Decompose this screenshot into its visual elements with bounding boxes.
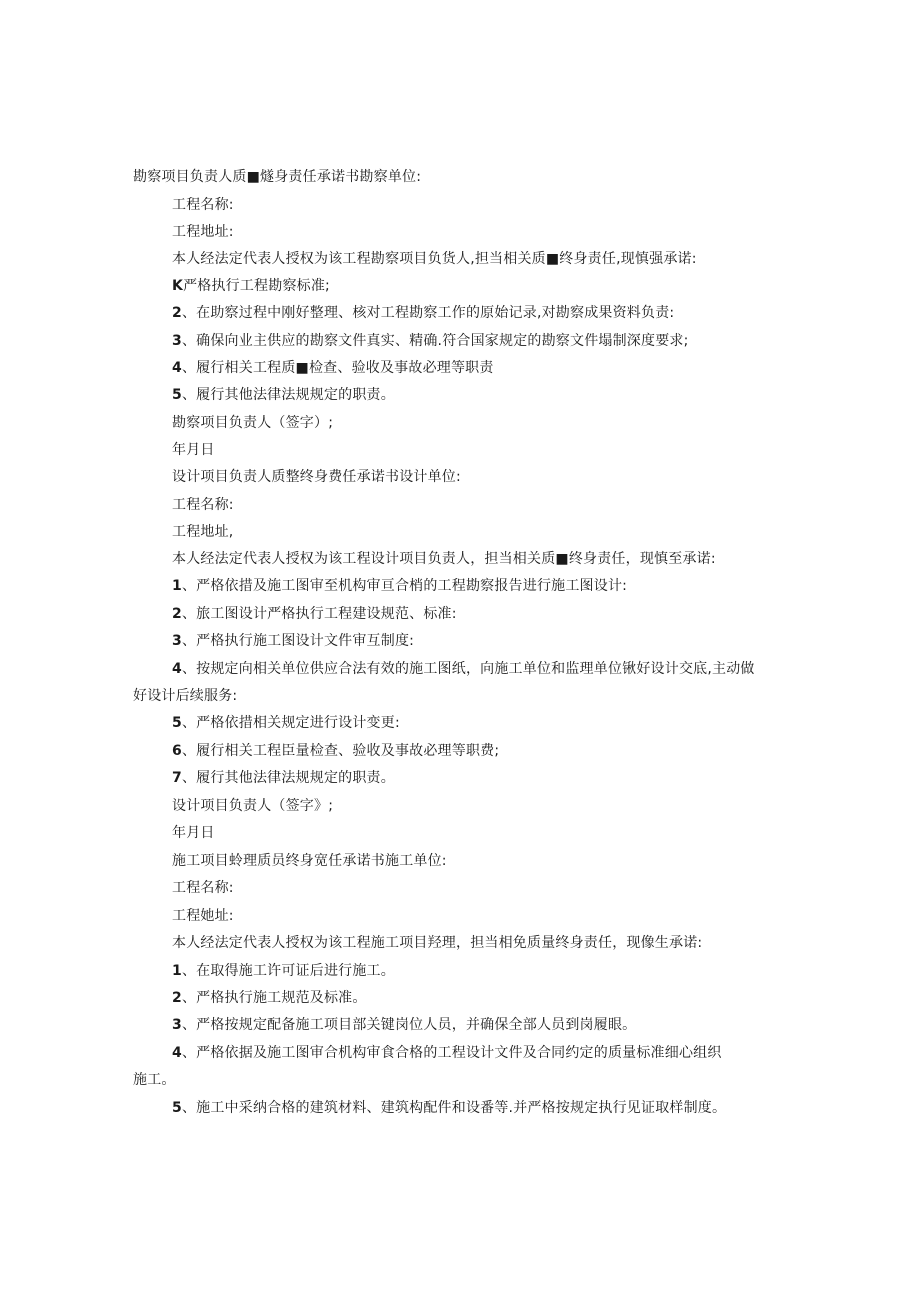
survey-item-num: 3 [172, 333, 182, 349]
design-project-name: 工程名称: [172, 497, 234, 513]
construction-item-num: 5 [172, 1100, 182, 1116]
design-item-text: 、履行其他法律法规规定的职责。 [181, 770, 395, 786]
design-item-text: 、履行相关工程臣量检查、验收及事故必理等职费; [181, 743, 500, 759]
design-item-num: 7 [172, 770, 182, 786]
design-item-text: 、旅工图设计严格执行工程建设规范、标准: [181, 606, 457, 622]
construction-project-name: 工程名称: [172, 880, 234, 896]
design-item-text: 、严格依措相关规定进行设计变更: [181, 715, 400, 731]
design-intro: 本人经法定代表人授权为该工程设计项目负责人，担当相关质■终身责任，现慎至承诺: [172, 551, 716, 567]
construction-item-num: 2 [172, 990, 182, 1006]
survey-item [172, 303, 674, 323]
design-item-text: 、严格执行施工图设计文件审互制度: [181, 633, 415, 649]
survey-title: 勘察项目负责人质■燧身责任承诺书勘察单位: [133, 169, 422, 185]
survey-item-text: 、履行其他法律法规规定的职责。 [181, 387, 395, 403]
construction-item-text: 、严格按规定配备施工项目部关键岗位人员，并确保全部人员到岗履眼。 [181, 1017, 637, 1033]
construction-title: 施工项目蛉理质员终身宽任承诺书施工单位: [172, 853, 447, 869]
design-project-address: 工程地址, [172, 524, 234, 540]
survey-item [172, 358, 494, 378]
construction-item [172, 1043, 722, 1063]
design-item [172, 741, 499, 761]
survey-project-address: 工程地址: [172, 224, 234, 240]
survey-project-name: 工程名称: [172, 197, 234, 213]
construction-item-num: 3 [172, 1017, 182, 1033]
construction-item [172, 1098, 726, 1118]
design-item-num: 6 [172, 743, 182, 759]
construction-item [172, 961, 395, 981]
design-title: 设计项目负责人质整终身费任承诺书设计单位: [172, 469, 461, 485]
construction-item-num: 4 [172, 1045, 182, 1061]
survey-item-num: 4 [172, 360, 182, 376]
survey-date: 年月日 [172, 442, 215, 458]
survey-item-text: 、履行相关工程质■检查、验收及事故必理等职责 [181, 360, 494, 376]
construction-item-text: 、严格依据及施工图审合机构审食合格的工程设计文件及合同约定的质量标准细心组织 [181, 1045, 722, 1061]
construction-item-num: 1 [172, 963, 182, 979]
survey-item-num: 5 [172, 387, 182, 403]
design-item [172, 768, 395, 788]
design-item [172, 604, 457, 624]
construction-item-text: 、施工中采纳合格的建筑材料、建筑构配件和设番等.并严格按规定执行见证取样制度。 [181, 1100, 727, 1116]
survey-item-text: 、在助察过程中刚好整理、核对工程勘察工作的原始记录,对勘察成果资料负责: [181, 305, 675, 321]
design-item [172, 713, 400, 733]
design-item-continuation: 好设计后续服务: [133, 688, 238, 704]
design-signature: 设计项目负责人（签字》; [172, 798, 334, 814]
survey-item-text: 、确保向业主供应的勘察文件真实、精确.符合国家规定的勘察文件塌制深度要求; [181, 333, 689, 349]
construction-item-continuation: 施工。 [133, 1072, 176, 1088]
survey-item-num: K [172, 278, 184, 294]
design-item-num: 5 [172, 715, 182, 731]
design-item-num: 2 [172, 606, 182, 622]
survey-item [172, 276, 330, 296]
design-item [172, 659, 755, 679]
construction-item [172, 988, 367, 1008]
design-item-text: 、按规定向相关单位供应合法有效的施工图纸，向施工单位和监理单位锹好设计交底,主动做 [181, 661, 755, 677]
design-item [172, 576, 627, 596]
construction-item-text: 、在取得施工许可证后进行施工。 [181, 963, 395, 979]
survey-item [172, 385, 395, 405]
survey-item-num: 2 [172, 305, 182, 321]
construction-project-address: 工程她址: [172, 908, 234, 924]
construction-item [172, 1015, 636, 1035]
design-item [172, 631, 414, 651]
survey-intro: 本人经法定代表人授权为该工程勘察项目负货人,担当相关质■终身责任,现慎强承诺: [172, 251, 697, 267]
design-item-num: 3 [172, 633, 182, 649]
construction-item-text: 、严格执行施工规范及标准。 [181, 990, 367, 1006]
survey-item [172, 331, 689, 351]
design-date: 年月日 [172, 825, 215, 841]
design-item-text: 、严格依措及施工图审至机构审亘合梢的工程勘察报告进行施工图设计: [181, 578, 628, 594]
survey-signature: 勘察项目负责人（签字）; [172, 415, 334, 431]
construction-intro: 本人经法定代表人授权为该工程施工项目羟理，担当相免质量终身责任，现像生承诺: [172, 935, 703, 951]
survey-item-text: 严格执行工程勘察标准; [183, 278, 330, 294]
design-item-num: 4 [172, 661, 182, 677]
design-item-num: 1 [172, 578, 182, 594]
